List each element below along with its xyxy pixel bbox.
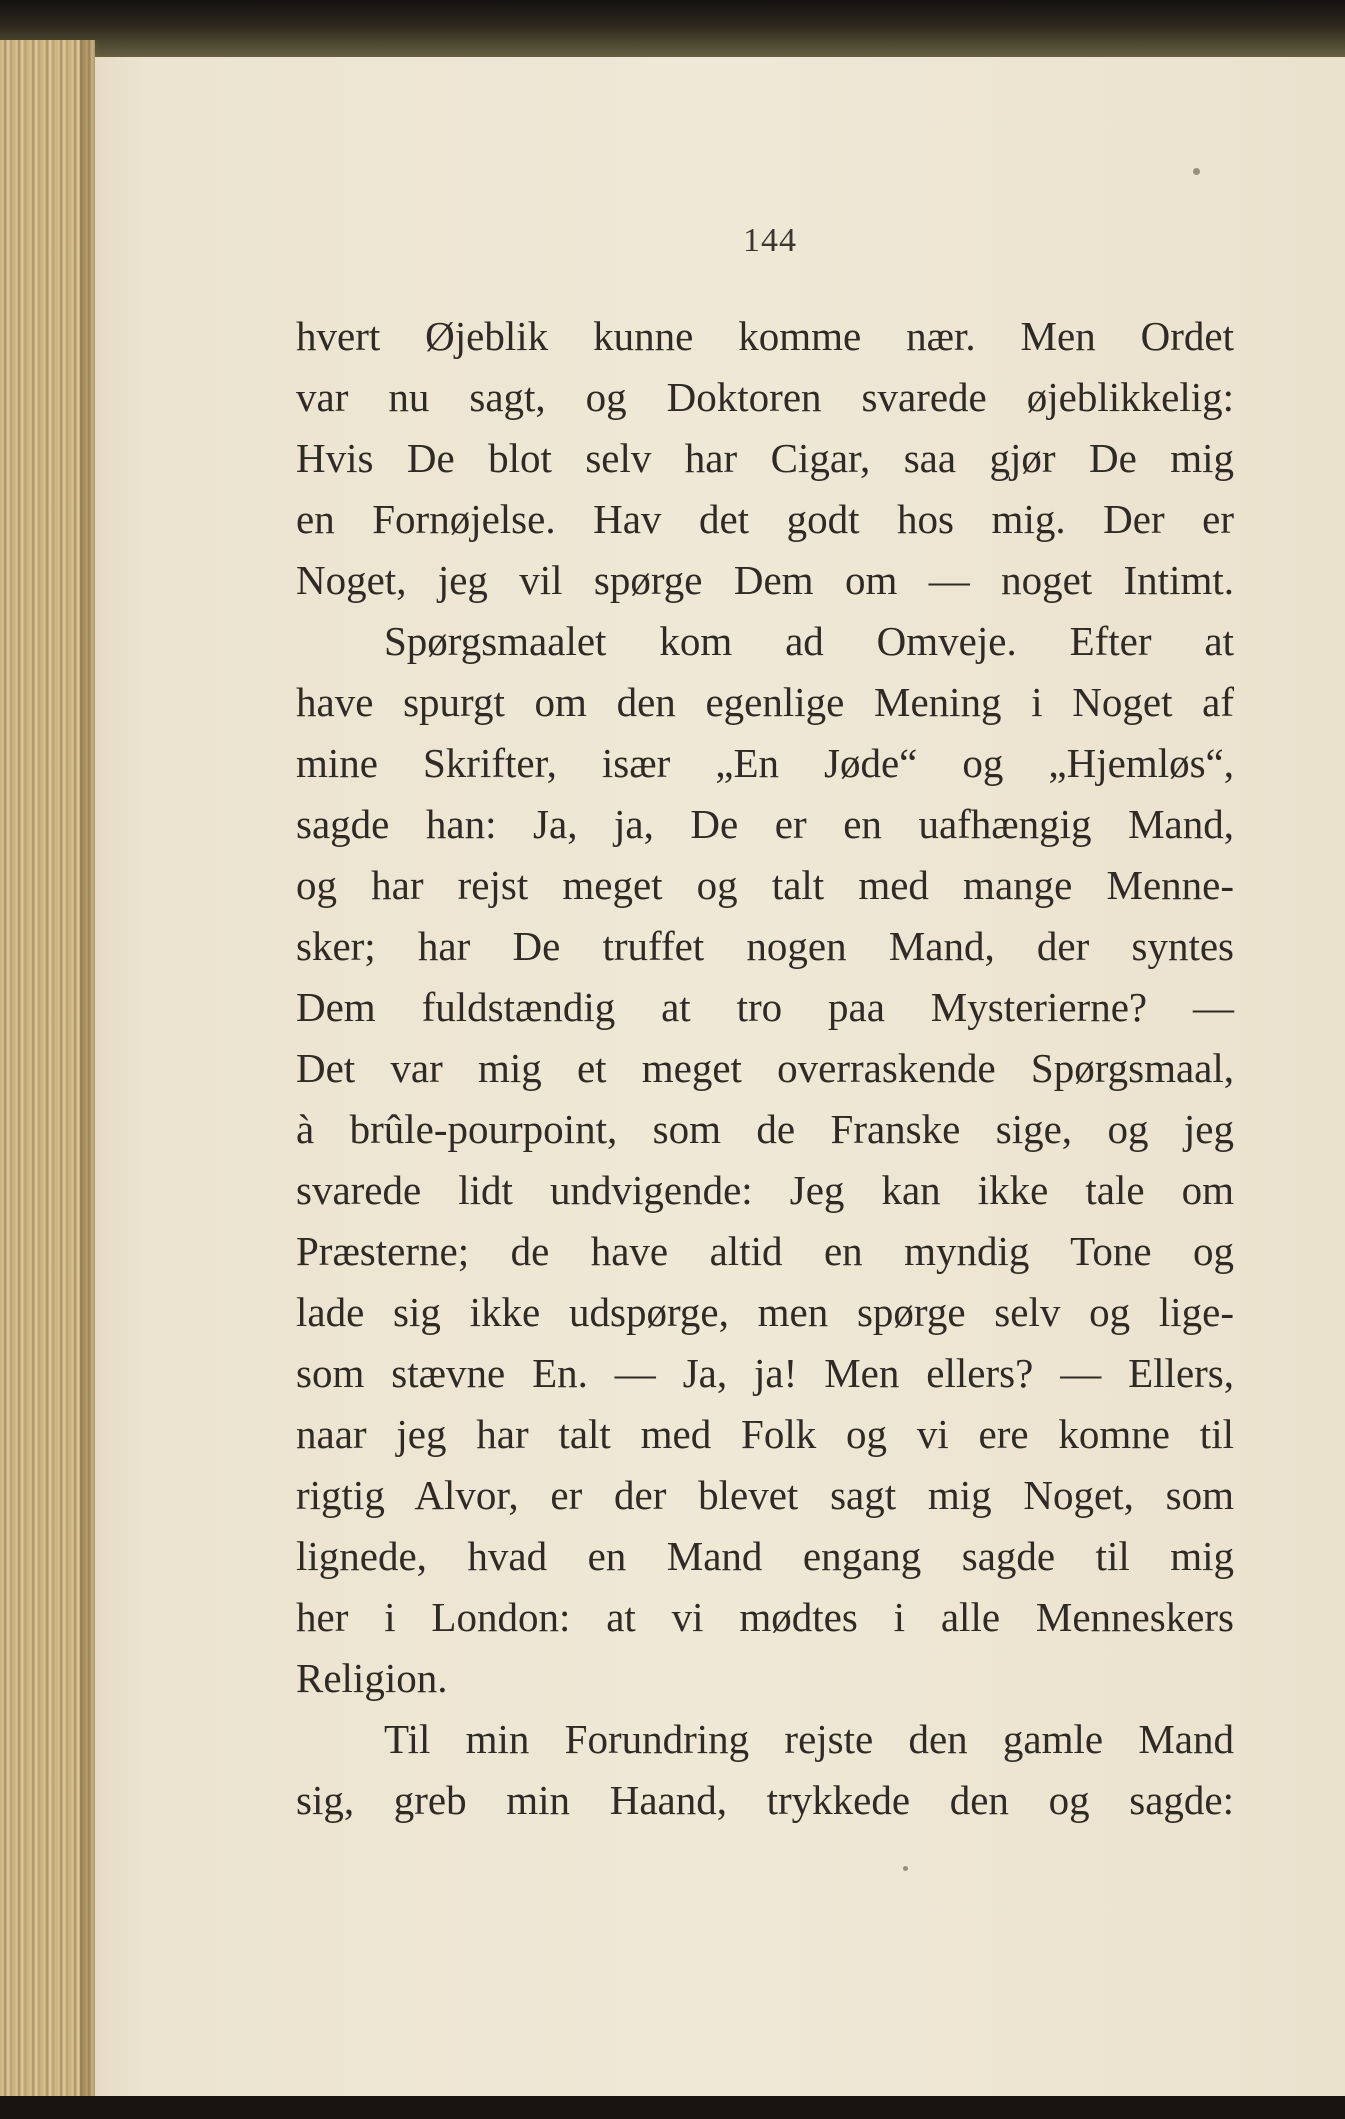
paper-speck bbox=[903, 1866, 908, 1871]
text-line: sagde han: Ja, ja, De er en uafhængig Mand, bbox=[296, 801, 1234, 847]
paper-speck bbox=[1193, 168, 1200, 175]
text-line: Noget, jeg vil spørge Dem om — noget Intimt. bbox=[296, 557, 1234, 603]
text-line: her i London: at vi mødtes i alle Menneskers bbox=[296, 1594, 1234, 1640]
text-line: Religion. bbox=[296, 1655, 448, 1701]
text-line: naar jeg har talt med Folk og vi ere komne til bbox=[296, 1411, 1234, 1457]
text-line: Det var mig et meget overraskende Spørgsmaal, bbox=[296, 1045, 1234, 1091]
text-line: sker; har De truffet nogen Mand, der syntes bbox=[296, 923, 1234, 969]
text-line: sig, greb min Haand, trykkede den og sagde: bbox=[296, 1777, 1234, 1823]
text-line: Hvis De blot selv har Cigar, saa gjør De mig bbox=[296, 435, 1234, 481]
page-number: 144 bbox=[743, 222, 797, 259]
text-line: Præsterne; de have altid en myndig Tone og bbox=[296, 1228, 1234, 1274]
text-line: hvert Øjeblik kunne komme nær. Men Ordet bbox=[296, 313, 1234, 359]
text-line: Spørgsmaalet kom ad Omveje. Efter at bbox=[384, 618, 1234, 664]
text-line: og har rejst meget og talt med mange Menne- bbox=[296, 862, 1234, 908]
text-line: lignede, hvad en Mand engang sagde til mig bbox=[296, 1533, 1234, 1579]
text-line: Til min Forundring rejste den gamle Mand bbox=[384, 1716, 1234, 1762]
text-line: Dem fuldstændig at tro paa Mysterierne? — bbox=[296, 984, 1234, 1030]
text-line: mine Skrifter, især „En Jøde“ og „Hjemløs“, bbox=[296, 740, 1234, 786]
text-line: rigtig Alvor, er der blevet sagt mig Noget, som bbox=[296, 1472, 1234, 1518]
text-line: en Fornøjelse. Hav det godt hos mig. Der er bbox=[296, 496, 1234, 542]
book-binding-top bbox=[0, 0, 1345, 60]
text-line: svarede lidt undvigende: Jeg kan ikke tale om bbox=[296, 1167, 1234, 1213]
book-binding-bottom bbox=[0, 2096, 1345, 2119]
text-line: lade sig ikke udspørge, men spørge selv og lige- bbox=[296, 1289, 1234, 1335]
text-line: var nu sagt, og Doktoren svarede øjeblikkelig: bbox=[296, 374, 1234, 420]
body-text bbox=[296, 306, 1234, 1831]
text-line: som stævne En. — Ja, ja! Men ellers? — Ellers, bbox=[296, 1350, 1234, 1396]
text-line: have spurgt om den egenlige Mening i Noget af bbox=[296, 679, 1234, 725]
text-line: à brûle-pourpoint, som de Franske sige, og jeg bbox=[296, 1106, 1234, 1152]
